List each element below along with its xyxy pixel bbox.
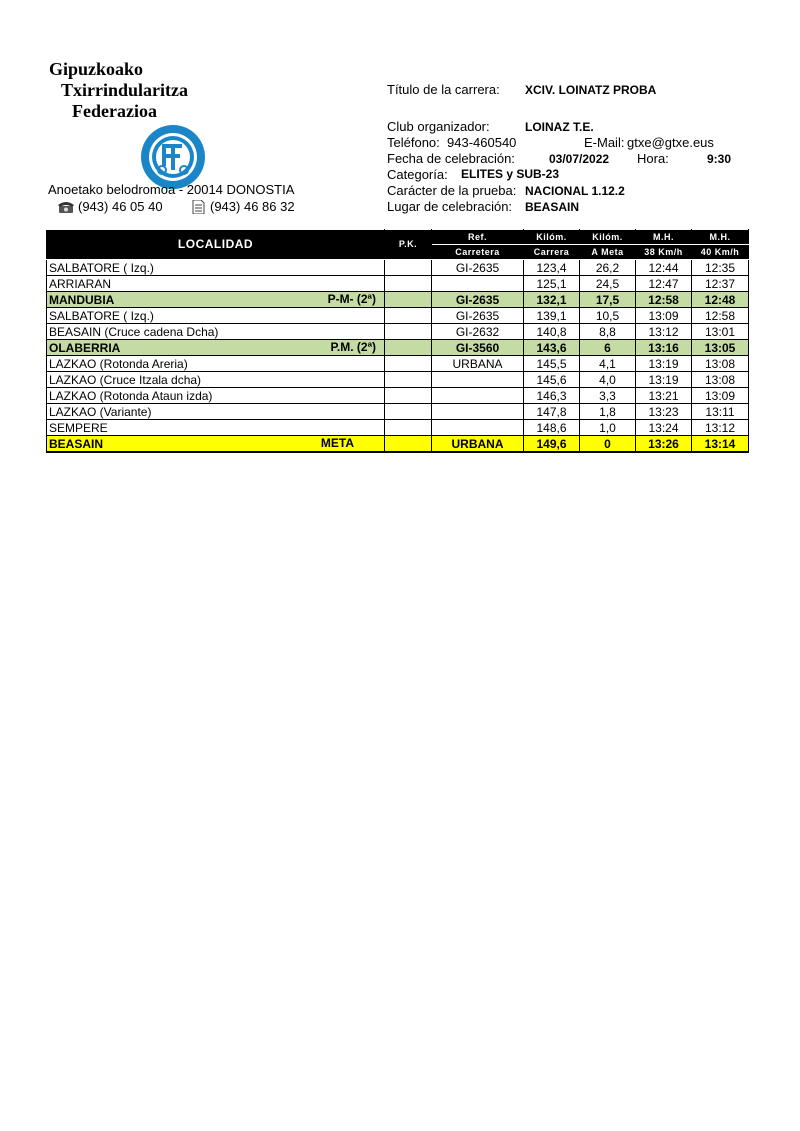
table-row xyxy=(47,308,749,324)
cell-km: 132,1 xyxy=(524,292,580,308)
table-row xyxy=(47,388,749,404)
localidad-name: SEMPERE xyxy=(49,420,108,435)
race-title-value: XCIV. LOINATZ PROBA xyxy=(525,83,657,97)
route-table xyxy=(46,229,749,453)
cell-meta: 24,5 xyxy=(580,276,636,292)
race-date-label: Fecha de celebración: xyxy=(387,151,515,166)
cell-meta: 0 xyxy=(580,436,636,453)
race-place-label: Lugar de celebración: xyxy=(387,199,513,214)
cell-mh40: 12:58 xyxy=(692,308,749,324)
localidad-name: LAZKAO (Variante) xyxy=(49,404,152,419)
cell-meta: 1,8 xyxy=(580,404,636,420)
cell-pk xyxy=(385,404,432,420)
cell-mh38: 13:26 xyxy=(636,436,692,453)
federation-fax xyxy=(190,199,295,214)
cell-localidad xyxy=(47,308,385,324)
federation-phone-number: (943) 46 05 40 xyxy=(78,199,163,214)
localidad-tag: P-M- (2ª) xyxy=(327,292,376,306)
cell-pk xyxy=(385,308,432,324)
cell-ref: GI-2632 xyxy=(432,324,524,340)
cell-pk xyxy=(385,372,432,388)
localidad-name: SALBATORE ( Izq.) xyxy=(49,260,154,275)
cell-mh38: 13:19 xyxy=(636,356,692,372)
cell-km: 148,6 xyxy=(524,420,580,436)
cell-mh40: 12:48 xyxy=(692,292,749,308)
race-place-value: BEASAIN xyxy=(525,200,580,214)
localidad-name: ARRIARAN xyxy=(49,276,112,291)
cell-mh40: 13:14 xyxy=(692,436,749,453)
table-row xyxy=(47,276,749,292)
race-phone-label: Teléfono: xyxy=(387,135,440,150)
header-mh-40: M.H. xyxy=(692,230,749,245)
federation-name-line1: Gipuzkoako xyxy=(49,59,144,79)
cell-km: 147,8 xyxy=(524,404,580,420)
cell-meta: 10,5 xyxy=(580,308,636,324)
localidad-name: BEASAIN xyxy=(49,436,104,451)
header-ref: Ref. xyxy=(432,230,524,245)
table-row xyxy=(47,372,749,388)
federation-name-line3: Federazioa xyxy=(72,101,157,121)
race-time-value: 9:30 xyxy=(707,152,732,166)
race-club-label: Club organizador: xyxy=(387,119,490,134)
localidad-name: SALBATORE ( Izq.) xyxy=(49,308,154,323)
cell-ref: URBANA xyxy=(432,436,524,453)
cell-ref xyxy=(432,276,524,292)
table-row xyxy=(47,324,749,340)
cell-ref: GI-2635 xyxy=(432,308,524,324)
cell-meta: 26,2 xyxy=(580,260,636,276)
header-carrera: Carrera xyxy=(524,245,580,260)
race-category-label: Categoría: xyxy=(387,167,448,182)
race-email-label: E-Mail: xyxy=(584,135,625,150)
table-row xyxy=(47,356,749,372)
cell-km: 145,6 xyxy=(524,372,580,388)
cell-localidad xyxy=(47,340,385,356)
cell-ref: GI-2635 xyxy=(432,260,524,276)
localidad-tag: META xyxy=(320,436,354,450)
cell-mh38: 13:23 xyxy=(636,404,692,420)
cell-km: 140,8 xyxy=(524,324,580,340)
race-date-value: 03/07/2022 xyxy=(549,152,610,166)
cell-km: 139,1 xyxy=(524,308,580,324)
race-category-value: ELITES y SUB-23 xyxy=(461,167,560,181)
cell-localidad xyxy=(47,276,385,292)
telephone-icon xyxy=(58,200,74,214)
cell-mh40: 12:37 xyxy=(692,276,749,292)
table-row xyxy=(47,260,749,276)
cell-meta: 17,5 xyxy=(580,292,636,308)
cell-localidad xyxy=(47,292,385,308)
localidad-tag: P.M. (2ª) xyxy=(330,340,376,354)
header-a-meta: A Meta xyxy=(580,245,636,260)
cell-localidad xyxy=(47,356,385,372)
race-club-value: LOINAZ T.E. xyxy=(525,120,594,134)
cell-meta: 3,3 xyxy=(580,388,636,404)
race-phone-value: 943-460540 xyxy=(447,135,517,150)
cell-mh38: 13:21 xyxy=(636,388,692,404)
cell-meta: 1,0 xyxy=(580,420,636,436)
cell-mh38: 12:44 xyxy=(636,260,692,276)
race-time-label: Hora: xyxy=(637,151,669,166)
header-pk: P.K. xyxy=(385,230,432,260)
cell-localidad xyxy=(47,372,385,388)
federation-phone xyxy=(58,199,163,214)
cell-mh38: 13:16 xyxy=(636,340,692,356)
cell-mh40: 13:09 xyxy=(692,388,749,404)
cell-mh40: 13:08 xyxy=(692,356,749,372)
race-title-label: Título de la carrera: xyxy=(387,82,500,97)
cell-mh40: 13:11 xyxy=(692,404,749,420)
header-carretera: Carretera xyxy=(432,245,524,260)
cell-pk xyxy=(385,340,432,356)
header-38kmh: 38 Km/h xyxy=(636,245,692,260)
localidad-name: LAZKAO (Cruce Itzala dcha) xyxy=(49,372,202,387)
cell-pk xyxy=(385,260,432,276)
cell-mh40: 13:12 xyxy=(692,420,749,436)
cell-km: 123,4 xyxy=(524,260,580,276)
cell-mh40: 12:35 xyxy=(692,260,749,276)
localidad-name: MANDUBIA xyxy=(49,292,115,307)
localidad-name: BEASAIN (Cruce cadena Dcha) xyxy=(49,324,219,339)
cell-mh38: 13:19 xyxy=(636,372,692,388)
cell-ref xyxy=(432,420,524,436)
header-km-carrera: Kilóm. xyxy=(524,230,580,245)
race-character-label: Carácter de la prueba: xyxy=(387,183,517,198)
race-email-value: gtxe@gtxe.eus xyxy=(627,135,714,150)
table-row xyxy=(47,404,749,420)
cell-mh38: 13:12 xyxy=(636,324,692,340)
header-40kmh: 40 Km/h xyxy=(692,245,749,260)
cell-pk xyxy=(385,420,432,436)
cell-mh38: 12:47 xyxy=(636,276,692,292)
table-row-highlight xyxy=(47,340,749,356)
cell-mh38: 13:24 xyxy=(636,420,692,436)
cell-pk xyxy=(385,276,432,292)
cell-km: 146,3 xyxy=(524,388,580,404)
cell-km: 145,5 xyxy=(524,356,580,372)
cell-ref: GI-3560 xyxy=(432,340,524,356)
cell-meta: 4,1 xyxy=(580,356,636,372)
cell-localidad xyxy=(47,260,385,276)
cell-mh40: 13:01 xyxy=(692,324,749,340)
cell-km: 149,6 xyxy=(524,436,580,453)
cell-ref: URBANA xyxy=(432,356,524,372)
federation-logo xyxy=(140,124,206,190)
cell-localidad xyxy=(47,388,385,404)
cell-meta: 6 xyxy=(580,340,636,356)
cell-pk xyxy=(385,324,432,340)
table-row-highlight xyxy=(47,292,749,308)
header-km-meta: Kilóm. xyxy=(580,230,636,245)
localidad-name: OLABERRIA xyxy=(49,340,121,355)
cell-ref xyxy=(432,388,524,404)
header-mh-38: M.H. xyxy=(636,230,692,245)
cell-pk xyxy=(385,388,432,404)
cell-pk xyxy=(385,292,432,308)
cell-pk xyxy=(385,436,432,453)
cell-ref xyxy=(432,404,524,420)
cell-mh40: 13:05 xyxy=(692,340,749,356)
cell-mh40: 13:08 xyxy=(692,372,749,388)
header-localidad: LOCALIDAD xyxy=(47,230,385,260)
cell-localidad xyxy=(47,436,385,453)
cell-mh38: 12:58 xyxy=(636,292,692,308)
cell-ref xyxy=(432,372,524,388)
table-row-finish xyxy=(47,436,749,453)
cell-km: 143,6 xyxy=(524,340,580,356)
federation-address: Anoetako belodromoa - 20014 DONOSTIA xyxy=(48,182,295,197)
cell-mh38: 13:09 xyxy=(636,308,692,324)
race-character-value: NACIONAL 1.12.2 xyxy=(525,184,625,198)
cell-localidad xyxy=(47,404,385,420)
federation-name-line2: Txirrindularitza xyxy=(61,80,188,100)
localidad-name: LAZKAO (Rotonda Areria) xyxy=(49,356,188,371)
localidad-name: LAZKAO (Rotonda Ataun izda) xyxy=(49,388,213,403)
federation-fax-number: (943) 46 86 32 xyxy=(210,199,295,214)
cell-ref: GI-2635 xyxy=(432,292,524,308)
cell-pk xyxy=(385,356,432,372)
cell-localidad xyxy=(47,420,385,436)
table-header-row xyxy=(47,230,749,245)
table-row xyxy=(47,420,749,436)
cell-meta: 8,8 xyxy=(580,324,636,340)
cell-km: 125,1 xyxy=(524,276,580,292)
cell-meta: 4,0 xyxy=(580,372,636,388)
fax-document-icon xyxy=(190,200,206,214)
cell-localidad xyxy=(47,324,385,340)
